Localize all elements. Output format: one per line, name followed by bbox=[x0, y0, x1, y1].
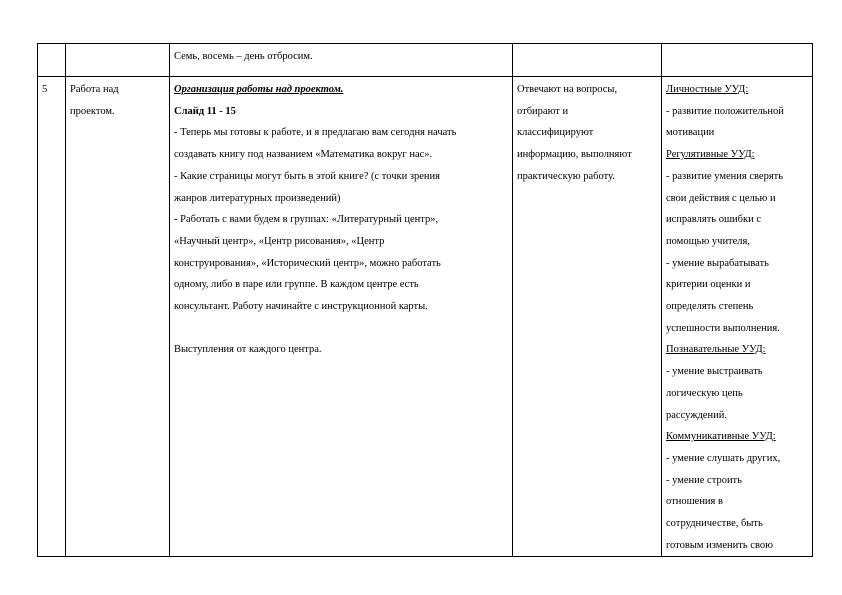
student-text-line: Отвечают на вопросы, bbox=[517, 84, 618, 95]
teacher-text-line: - Теперь мы готовы к работе, и я предлагаю вам сегодня начать bbox=[174, 127, 457, 139]
uud-text-line: - умение вырабатывать bbox=[666, 257, 769, 269]
table-cell-stage bbox=[66, 44, 170, 77]
uud-text-line: - умение выстраивать bbox=[666, 366, 763, 378]
stage-name-line: проектом. bbox=[70, 105, 115, 117]
cell-text: Семь, восемь – день отбросим. bbox=[174, 51, 313, 62]
table-cell-student-activity bbox=[513, 77, 662, 557]
table-row bbox=[38, 44, 813, 77]
table-cell-teacher-activity bbox=[170, 77, 513, 557]
section-heading: Организация работы над проектом. bbox=[174, 84, 344, 95]
uud-regulative-title: Регулятивные УУД: bbox=[666, 149, 755, 161]
teacher-text-line: жанров литературных произведений) bbox=[174, 192, 341, 204]
stage-number: 5 bbox=[42, 84, 48, 95]
teacher-text-line: одному, либо в паре или группе. В каждом центре есть bbox=[174, 279, 419, 291]
table-cell-number bbox=[38, 44, 66, 77]
uud-text-line: сотрудничестве, быть bbox=[666, 518, 763, 530]
table-cell-stage bbox=[66, 77, 170, 557]
uud-text-line: готовым изменить свою bbox=[666, 539, 773, 551]
uud-cognitive-title: Познавательные УУД: bbox=[666, 344, 766, 356]
uud-text-line: - развитие умения сверять bbox=[666, 170, 784, 182]
student-text-line: классифицируют bbox=[517, 127, 594, 139]
teacher-text-line: - Какие страницы могут быть в этой книге? (с точки зрения bbox=[174, 170, 440, 182]
stage-name-line: Работа над bbox=[70, 84, 119, 95]
table-cell-teacher-activity bbox=[170, 44, 513, 77]
teacher-text-line: - Работать с вами будем в группах: «Литературный центр», bbox=[174, 214, 439, 226]
teacher-text-line: «Научный центр», «Центр рисования», «Центр bbox=[174, 235, 385, 247]
table-cell-uud bbox=[662, 77, 813, 557]
student-text-line: отбирают и bbox=[517, 105, 569, 117]
uud-text-line: - умение строить bbox=[666, 474, 742, 486]
teacher-text-line: создавать книгу под названием «Математика вокруг нас». bbox=[174, 149, 433, 161]
uud-text-line: определять степень bbox=[666, 301, 754, 313]
uud-text-line: мотивации bbox=[666, 127, 715, 139]
teacher-text-line: консультант. Работу начинайте с инструкционной карты. bbox=[174, 301, 428, 313]
table-cell-number bbox=[38, 77, 66, 557]
closing-text: Выступления от каждого центра. bbox=[174, 344, 322, 356]
student-text-line: практическую работу. bbox=[517, 170, 615, 182]
uud-text-line: свои действия с целью и bbox=[666, 192, 776, 204]
slide-reference: Слайд 11 - 15 bbox=[174, 105, 236, 117]
uud-text-line: успешности выполнения. bbox=[666, 322, 780, 334]
table-cell-uud bbox=[662, 44, 813, 77]
teacher-text-line: конструирования», «Исторический центр», можно работать bbox=[174, 257, 441, 269]
uud-communicative-title: Коммуникативные УУД: bbox=[666, 431, 776, 443]
uud-text-line: логическую цепь bbox=[666, 387, 743, 399]
uud-text-line: - развитие положительной bbox=[666, 105, 784, 117]
table-row bbox=[38, 77, 813, 557]
uud-text-line: - умение слушать других, bbox=[666, 452, 781, 464]
uud-text-line: рассуждений. bbox=[666, 409, 727, 421]
student-text-line: информацию, выполняют bbox=[517, 149, 632, 161]
lesson-plan-table bbox=[37, 43, 813, 557]
table-cell-student-activity bbox=[513, 44, 662, 77]
paragraph-gap bbox=[174, 318, 508, 340]
uud-text-line: критерии оценки и bbox=[666, 279, 751, 291]
uud-text-line: исправлять ошибки с bbox=[666, 214, 762, 226]
uud-text-line: помощью учителя, bbox=[666, 235, 750, 247]
uud-personal-title: Личностные УУД: bbox=[666, 84, 749, 95]
uud-text-line: отношения в bbox=[666, 496, 723, 508]
